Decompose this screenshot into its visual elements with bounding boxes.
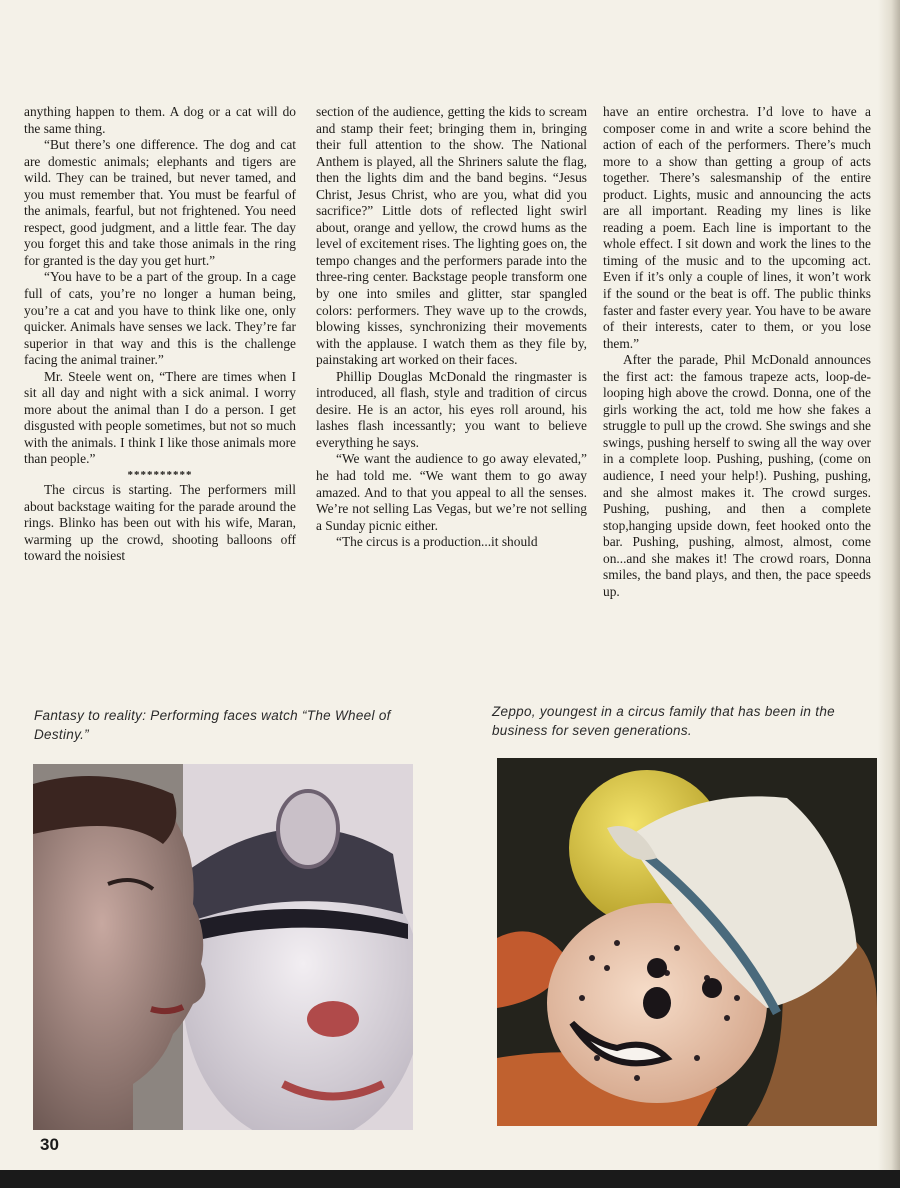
paragraph: “We want the audience to go away elevated,” he had told me. “We want them to go away amazed. And to that you appeal to all the senses. We’re not selling Las Vegas, but we’re not selling a Sunday picnic either. <box>316 451 587 533</box>
paragraph: “The circus is a production...it should <box>336 534 538 550</box>
photo-caption-right: Zeppo, youngest in a circus family that has been in the business for seven generations. <box>492 704 835 738</box>
page-number: 30 <box>40 1135 59 1154</box>
photo-performing-faces-illustration <box>33 764 413 1130</box>
text-column-2 <box>316 104 587 551</box>
section-divider: ********** <box>127 469 193 482</box>
text-column-1 <box>24 104 296 565</box>
paragraph: Mr. Steele went on, “There are times when I sit all day and night with a sick animal. I worry more about the animal than I do a person. I get disgusted with people sometimes, but not so much with the animals. I think I like those animals more than people.” <box>24 368 296 467</box>
paragraph: have an entire orchestra. I’d love to have a composer come in and write a score behind the action of each of the performers. There’s much more to a show than getting a group of acts together. There’s salesmanship of the entire product. Lights, music and announcing the acts are all important. Reading my lines is like reading a poem. Each line is important to the whole effect. I sit down and work the lines to the timing of the music and to the upcoming act. Even if it’s only a couple of lines, it won’t work if the sound or the beat is off. The public thinks faster and faster every year. You have to be aware of their interests, cater to them, or you lose them.” <box>603 104 871 351</box>
paragraph: After the parade, Phil McDonald announces the first act: the famous trapeze acts, loop-de-looping high above the crowd. Donna, one of the girls working the act, told me how she fakes a struggle to pull up the crowd. She swings and she swings, pushing herself to swing all the way over in a complete loop. Pushing, pushing, (come on audience, I need your help!). Pushing, pushing, and she almost makes it. The crowd surges. Pushing, pushing, and then a complete stop,hanging upside down, feet hooked onto the bar. Pushing, pushing, almost, almost, come on...and she makes it! The crowd roars, Donna smiles, the band plays, and then, the pace speeds up. <box>603 352 871 599</box>
paragraph: The circus is starting. The performers mill about backstage waiting for the parade around the rings. Blinko has been out with his wife, Maran, warming up the crowd, shooting balloons off toward the noisiest <box>24 482 296 564</box>
paragraph: anything happen to them. A dog or a cat will do the same thing. <box>24 104 296 136</box>
paragraph: “But there’s one difference. The dog and cat are domestic animals; elephants and tigers are wild. They can be trained, but never tamed, and you must remember that. You must be fearful of the animals, fearful, but not frightened. You need respect, good judgment, and a little fear. The day you forget this and take those animals in the ring for granted is the day you get hurt.” <box>24 137 296 268</box>
photo-zeppo-clown <box>497 758 877 1126</box>
text-column-3 <box>603 104 871 600</box>
paragraph: section of the audience, getting the kids to scream and stamp their feet; bringing them in, bringing their full attention to the show. The National Anthem is played, all the Shriners salute the flag, then the lights dim and the band begins. “Jesus Christ, Jesus Christ, who are you, what did you sacrifice?” Little dots of reflected light swirl about, orange and yellow, the crowd hums as the level of excitement rises. The lighting goes on, the tempo changes and the performers parade into the three-ring center. Backstage people transform one by one into smiles and glitter, star spangled colors: performers. They wave up to the crowds, blowing kisses, synchronizing their movements with the applause. I watch them as they file by, painstaking art worked on their faces. <box>316 104 587 368</box>
paragraph: Phillip Douglas McDonald the ringmaster is introduced, all flash, style and tradition of circus desire. He is an actor, his eyes roll around, his lashes flash incessantly; you want to believe everything he says. <box>316 368 587 450</box>
photo-zeppo-clown-illustration <box>497 758 877 1126</box>
photo-performing-faces <box>33 764 413 1130</box>
paragraph: “You have to be a part of the group. In a cage full of cats, you’re no longer a human being, you’re a cat and you have to think like one, only quicker. Animals have senses we lack. They’re far superior in that way and this is the challenge facing the animal trainer.” <box>24 269 296 368</box>
page-edge <box>878 0 900 1170</box>
photo-caption-left: Fantasy to reality: Performing faces watch “The Wheel of Destiny.” <box>34 708 391 742</box>
